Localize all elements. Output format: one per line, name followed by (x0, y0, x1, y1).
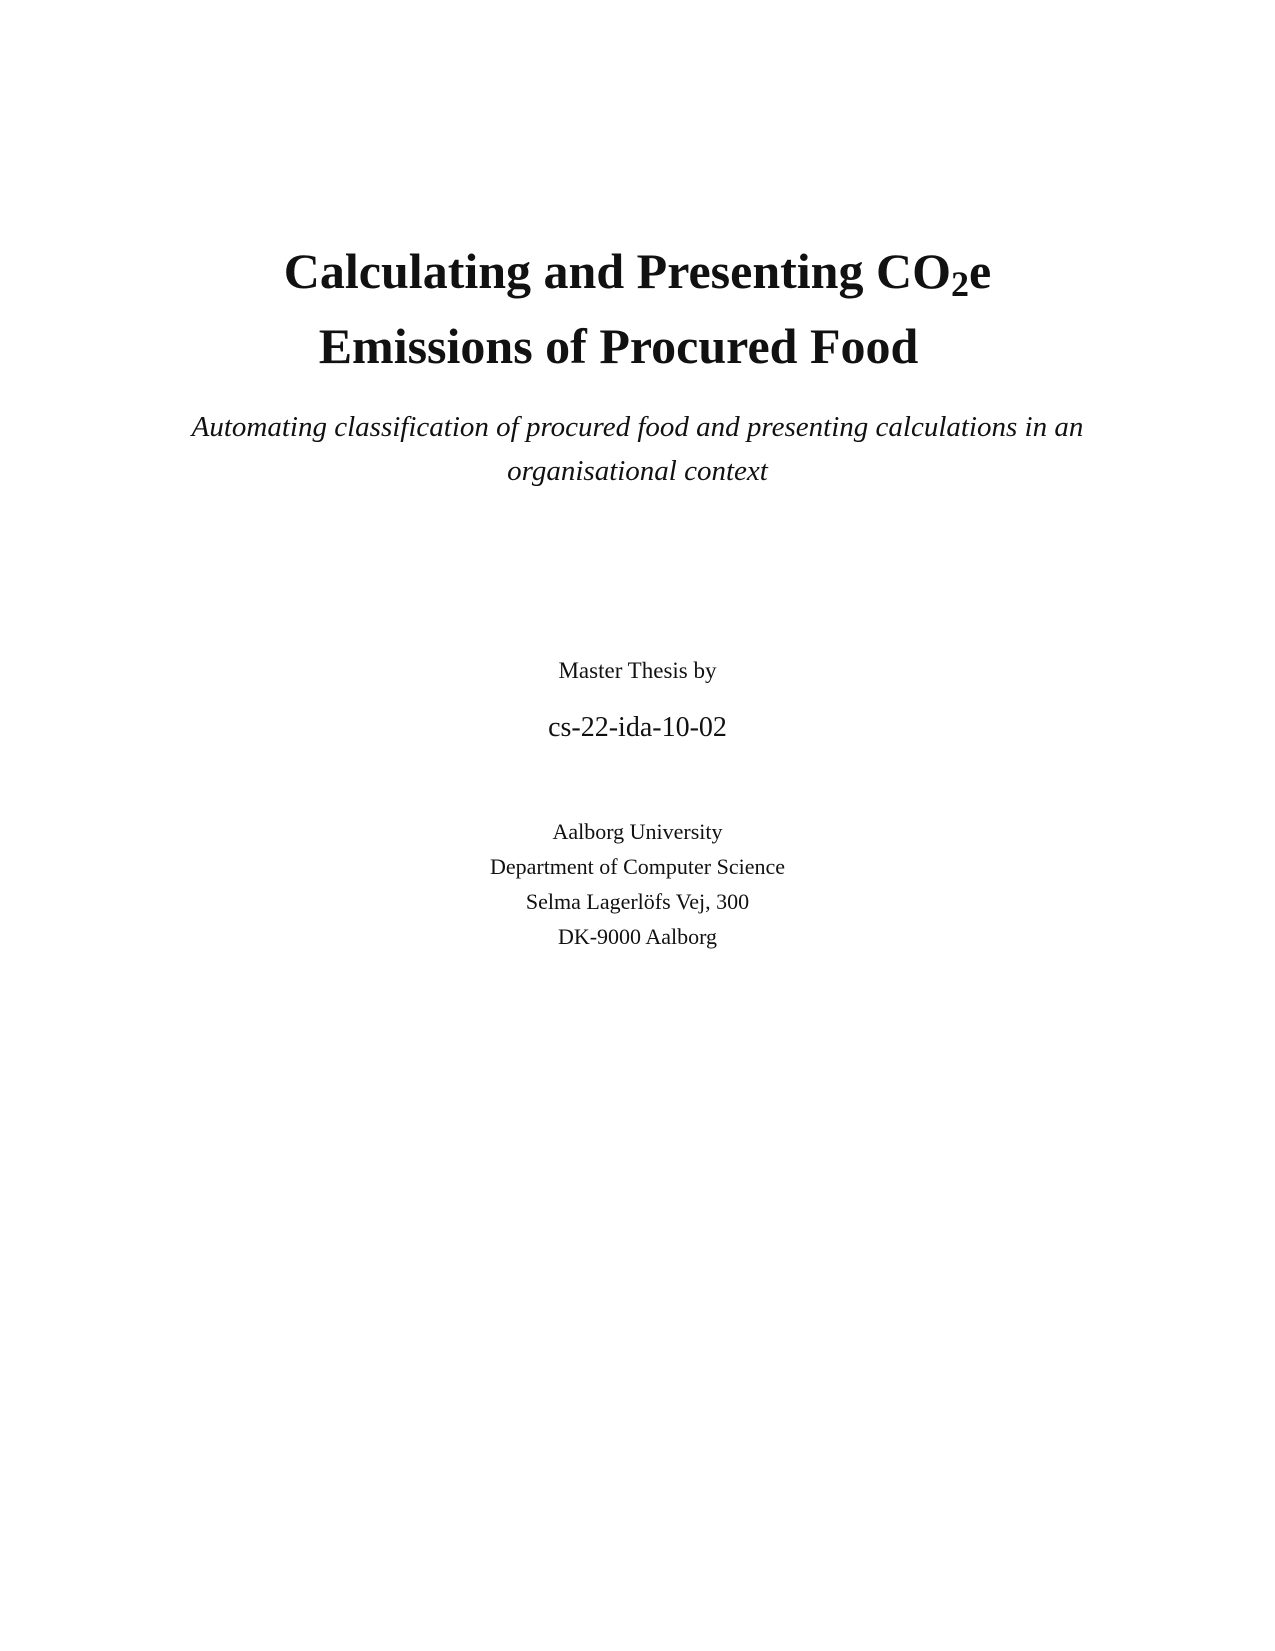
title-subscript: 2 (950, 263, 969, 304)
subtitle-line-1: Automating classification of procured food and presenting calculations in an (191, 411, 1084, 443)
thesis-subtitle (0, 405, 1275, 493)
byline: Master Thesis by (558, 658, 717, 683)
author-group-id: cs-22-ida-10-02 (548, 712, 727, 743)
institution-address (0, 814, 1275, 954)
subtitle-line-2: organisational context (507, 455, 768, 487)
title-line-1-prefix: Calculating and Presenting CO (283, 243, 951, 299)
address-street: Selma Lagerlöfs Vej, 300 (525, 889, 750, 914)
address-city: DK-9000 Aalborg (557, 924, 718, 949)
thesis-title-line-2 (0, 311, 1275, 381)
address-department: Department of Computer Science (489, 854, 786, 879)
thesis-title-line-1 (0, 236, 1275, 311)
title-line-2-text: Emissions of Procured Food (318, 318, 919, 374)
address-university: Aalborg University (552, 819, 723, 844)
title-line-1-suffix: e (968, 243, 992, 299)
